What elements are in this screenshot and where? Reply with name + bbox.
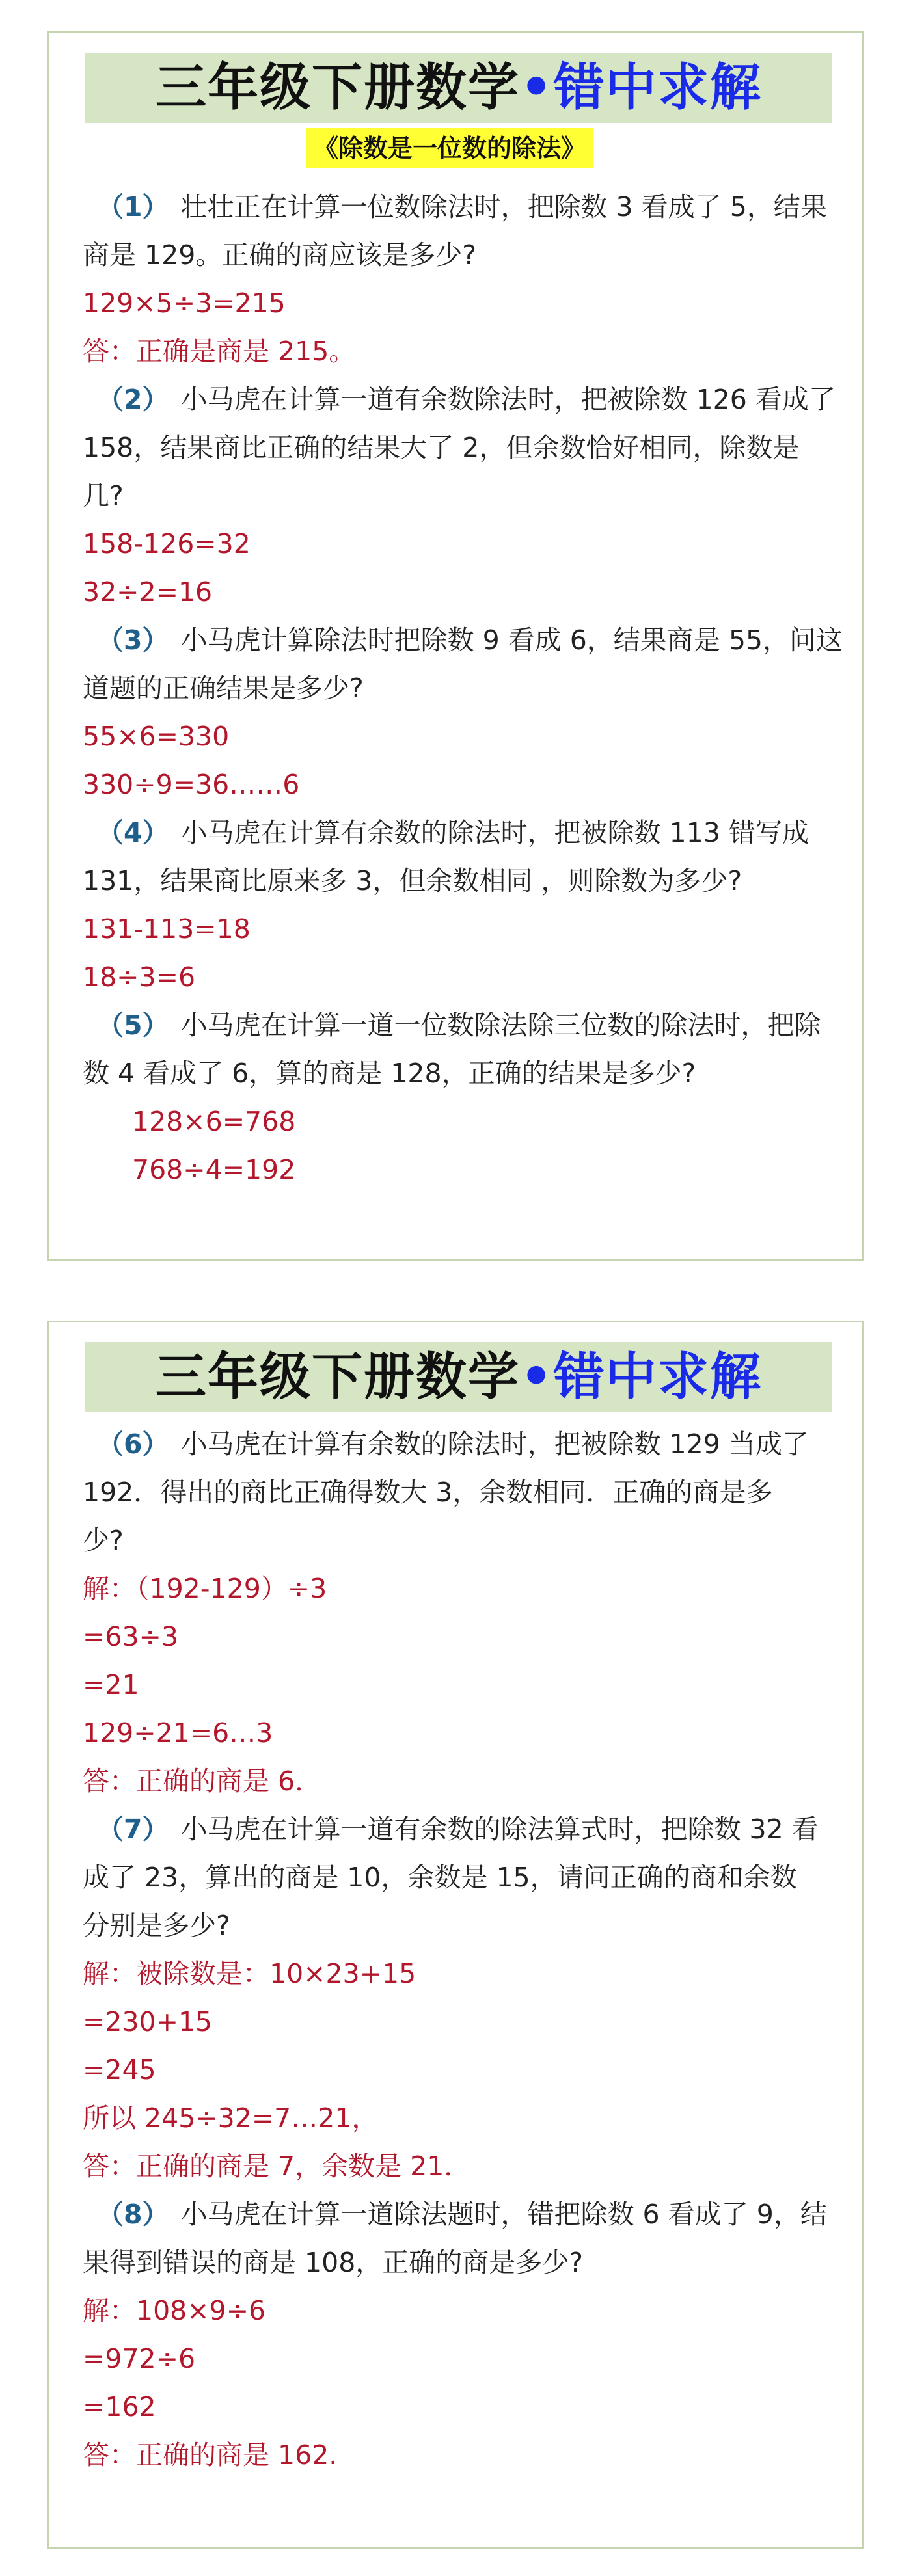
problem-2-text-1: 小马虎在计算一道有余数除法时，把被除数 126 看成了 <box>180 384 836 415</box>
problem-2-line-2: 158，结果商比正确的结果大了 2，但余数恰好相同，除数是 <box>83 432 800 463</box>
problem-3-line-2: 道题的正确结果是多少? <box>83 673 364 704</box>
problem-1-text-1: 壮壮正在计算一位数除法时，把除数 3 看成了 5，结果 <box>180 191 827 222</box>
page-title-banner <box>85 53 832 123</box>
problem-4-number: （4） <box>97 817 169 848</box>
problem-3-line-1 <box>83 616 843 664</box>
problem-7-answer-3: =245 <box>83 2054 156 2086</box>
problem-7-line-1 <box>83 1805 835 1853</box>
subtitle-highlight: 《除数是一位数的除法》 <box>306 128 593 168</box>
problem-8-answer-3: =162 <box>83 2391 156 2422</box>
problem-6-text-1: 小马虎在计算有余数的除法时，把被除数 129 当成了 <box>180 1429 809 1460</box>
problem-4-line-2: 131，结果商比原来多 3，但余数相同 ，则除数为多少? <box>83 865 742 896</box>
problem-2-line-1 <box>83 375 835 423</box>
problem-6-line-3: 少? <box>83 1525 124 1556</box>
problem-8-answer-4: 答：正确的商是 162. <box>83 2439 338 2471</box>
problem-2-number: （2） <box>97 384 169 415</box>
problem-6-line-2: 192．得出的商比正确得数大 3，余数相同．正确的商是多 <box>83 1477 773 1508</box>
problem-5-number: （5） <box>97 1010 169 1041</box>
problem-8-answer-2: =972÷6 <box>83 2343 196 2374</box>
problem-6-answer-3: =21 <box>83 1669 139 1700</box>
problem-8-line-1 <box>83 2190 835 2238</box>
title-dot-2: • <box>520 1348 554 1406</box>
problem-3-answer-1: 55×6=330 <box>83 721 230 752</box>
title-dot: • <box>520 59 554 117</box>
problem-7-answer-1: 解：被除数是：10×23+15 <box>83 1958 416 1989</box>
problem-6-answer-5: 答：正确的商是 6． <box>83 1765 322 1797</box>
problem-1-line-2: 商是 129。正确的商应该是多少? <box>83 239 477 271</box>
problem-8-text-1: 小马虎在计算一道除法题时，错把除数 6 看成了 9，结 <box>180 2199 827 2230</box>
problem-1-answer-1: 129×5÷3=215 <box>83 288 286 319</box>
problem-6-answer-1: 解：（192-129）÷3 <box>83 1573 327 1604</box>
problem-3-number: （3） <box>97 624 169 656</box>
problem-7-line-3: 分别是多少? <box>83 1910 230 1941</box>
problem-4-text-1: 小马虎在计算有余数的除法时，把被除数 113 错写成 <box>180 817 809 848</box>
problem-1-line-1 <box>83 183 835 231</box>
problem-6-answer-2: =63÷3 <box>83 1621 178 1652</box>
problem-5-line-1 <box>83 1001 835 1049</box>
title-accent-2: 错中求解 <box>553 1348 762 1406</box>
worksheet-card-2 <box>47 1321 864 2549</box>
problem-4-answer-2: 18÷3=6 <box>83 961 196 993</box>
problem-2-answer-1: 158-126=32 <box>83 528 251 559</box>
problem-1-answer-2: 答：正确是商是 215。 <box>83 336 356 367</box>
problem-5-text-1: 小马虎在计算一道一位数除法除三位数的除法时，把除 <box>180 1010 821 1041</box>
problem-3-answer-2: 330÷9=36……6 <box>83 769 300 800</box>
problem-4-answer-1: 131-113=18 <box>83 913 251 945</box>
problem-7-number: （7） <box>97 1814 169 1845</box>
page-title-banner-2 <box>85 1342 832 1412</box>
title-main-2: 三年级下册数学 <box>156 1348 521 1406</box>
problem-6-answer-4: 129÷21=6…3 <box>83 1717 273 1749</box>
problem-5-line-2: 数 4 看成了 6，算的商是 128，正确的结果是多少? <box>83 1058 696 1089</box>
title-accent: 错中求解 <box>553 59 762 117</box>
problem-5-answer-1: 128×6=768 <box>132 1106 296 1137</box>
worksheet-card-1 <box>47 31 864 1261</box>
problem-7-text-1: 小马虎在计算一道有余数的除法算式时，把除数 32 看 <box>180 1814 819 1845</box>
title-main: 三年级下册数学 <box>156 59 521 117</box>
problem-6-number: （6） <box>97 1429 169 1460</box>
problem-6-line-1 <box>83 1420 835 1468</box>
problem-4-line-1 <box>83 809 835 857</box>
problem-5-answer-2: 768÷4=192 <box>132 1154 296 1185</box>
problem-2-line-3: 几? <box>83 480 124 511</box>
problem-2-answer-2: 32÷2=16 <box>83 576 213 608</box>
problem-7-answer-5: 答：正确的商是 7，余数是 21． <box>83 2151 471 2182</box>
problem-3-text-1: 小马虎计算除法时把除数 9 看成 6，结果商是 55，问这 <box>180 624 843 656</box>
problem-8-number: （8） <box>97 2199 169 2230</box>
problem-1-number: （1） <box>97 191 169 222</box>
problem-7-answer-4: 所以 245÷32=7…21， <box>83 2102 379 2134</box>
problem-8-answer-1: 解：108×9÷6 <box>83 2295 266 2326</box>
problem-7-line-2: 成了 23，算出的商是 10，余数是 15，请问正确的商和余数 <box>83 1862 797 1893</box>
problem-7-answer-2: =230+15 <box>83 2006 213 2037</box>
problem-8-line-2: 果得到错误的商是 108，正确的商是多少? <box>83 2247 584 2278</box>
